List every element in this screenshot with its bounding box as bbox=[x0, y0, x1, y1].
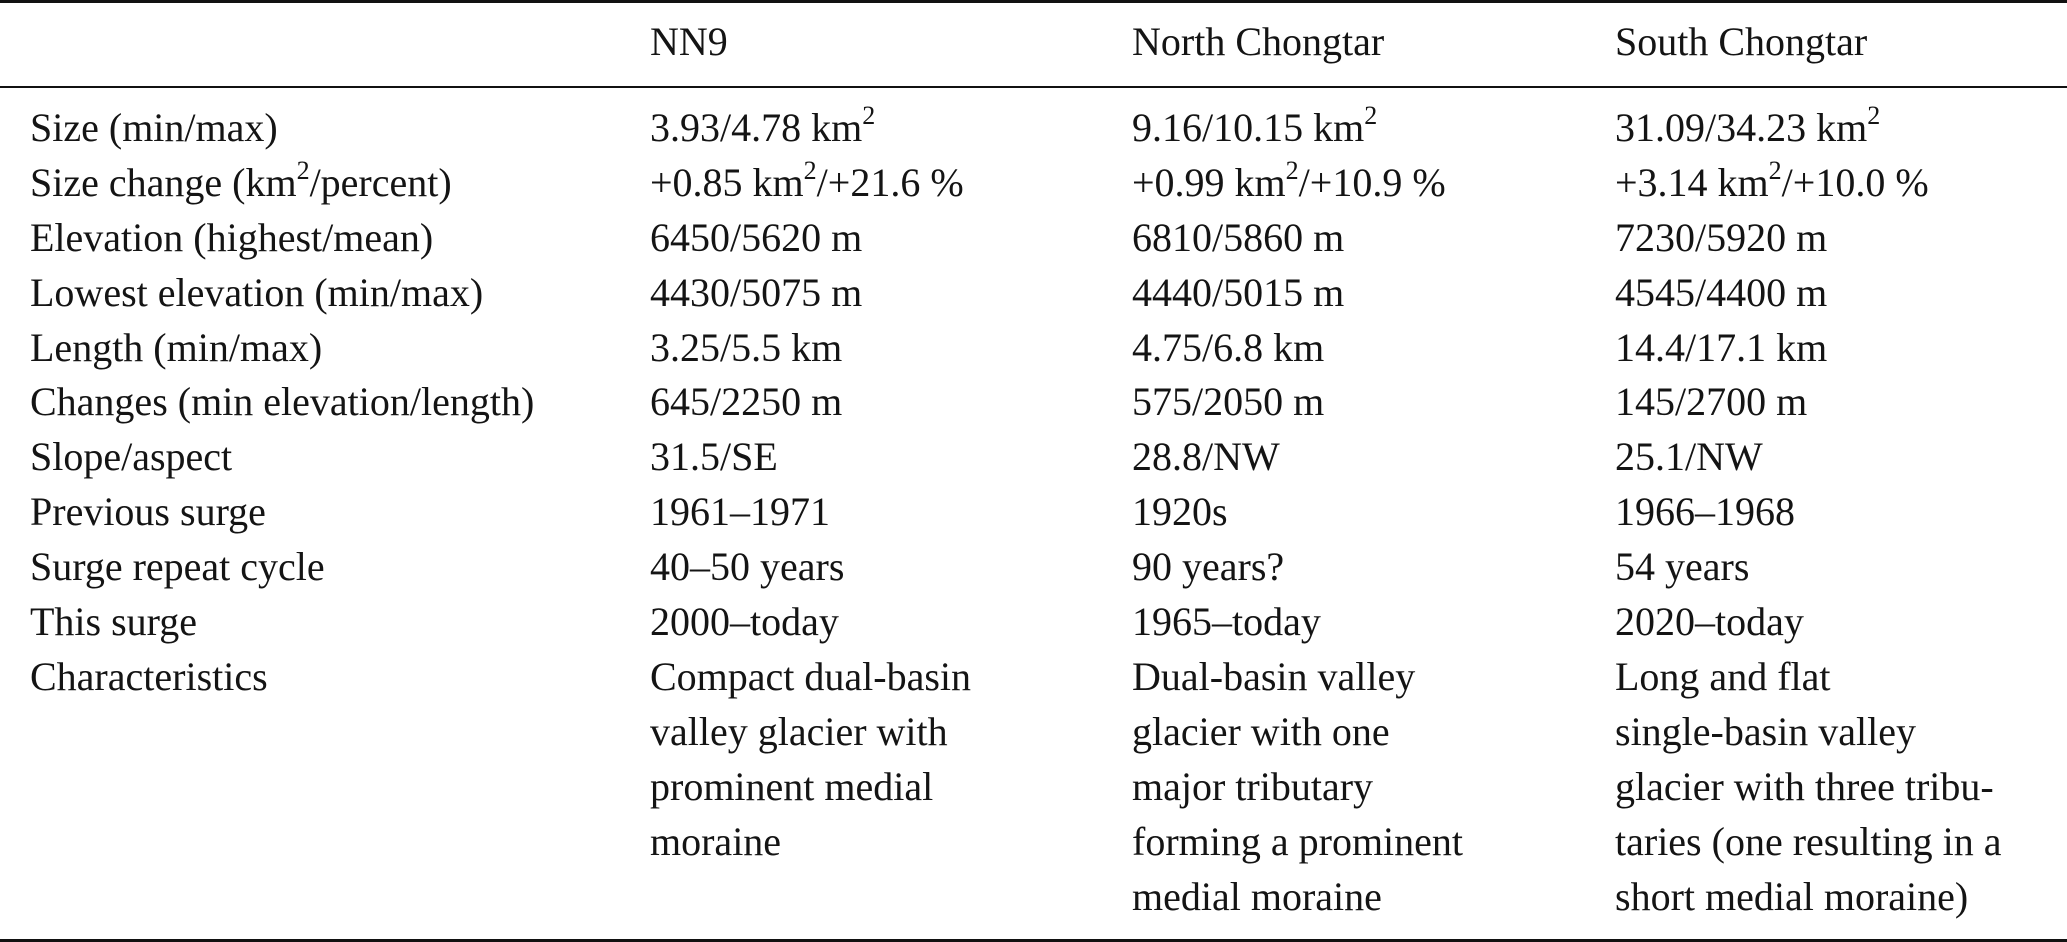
cell-line: medial moraine bbox=[1132, 873, 1382, 919]
row-label: Length (min/max) bbox=[30, 324, 323, 370]
table-cell: 145/2700 m bbox=[1615, 379, 1808, 425]
table-cell: 90 years? bbox=[1132, 544, 1285, 590]
table-cell: 6450/5620 m bbox=[650, 214, 863, 260]
table-cell bbox=[650, 650, 971, 870]
table-row bbox=[0, 156, 2067, 211]
cell-line: forming a prominent bbox=[1132, 818, 1464, 864]
cell-line: prominent medial bbox=[650, 763, 934, 809]
header-rule bbox=[0, 86, 2067, 88]
row-label: Elevation (highest/mean) bbox=[30, 214, 434, 260]
row-label: Previous surge bbox=[30, 489, 266, 535]
row-label: Lowest elevation (min/max) bbox=[30, 269, 484, 315]
table-cell: 2000–today bbox=[650, 599, 839, 645]
table-cell: 575/2050 m bbox=[1132, 379, 1325, 425]
cell-line: glacier with one bbox=[1132, 708, 1390, 754]
table-cell: 4440/5015 m bbox=[1132, 269, 1345, 315]
table-cell: 40–50 years bbox=[650, 544, 845, 590]
table-row bbox=[0, 485, 2067, 540]
top-rule bbox=[0, 0, 2067, 3]
table-cell: 31.09/34.23 $km^2$ bbox=[1615, 100, 1881, 150]
table-cell: 1966–1968 bbox=[1615, 489, 1795, 535]
table-cell: 31.5/SE bbox=[650, 434, 778, 480]
table-body bbox=[0, 101, 2067, 925]
table-cell bbox=[1615, 650, 2002, 925]
cell-line: valley glacier with bbox=[650, 708, 948, 754]
table-row bbox=[0, 211, 2067, 266]
table-cell: 1965–today bbox=[1132, 599, 1321, 645]
table-cell: 4430/5075 m bbox=[650, 269, 863, 315]
table-cell: 9.16/10.15 $km^2$ bbox=[1132, 100, 1378, 150]
cell-line: taries (one resulting in a bbox=[1615, 818, 2002, 864]
table-cell: 4545/4400 m bbox=[1615, 269, 1828, 315]
row-label: This surge bbox=[30, 599, 198, 645]
table-cell: 7230/5920 m bbox=[1615, 214, 1828, 260]
table-row bbox=[0, 595, 2067, 650]
row-label: Size change $(km^2/percent)$ bbox=[30, 155, 452, 205]
table-cell: 1920s bbox=[1132, 489, 1228, 535]
table-cell: 28.8/NW bbox=[1132, 434, 1280, 480]
cell-line: Dual-basin valley bbox=[1132, 653, 1416, 699]
table-row bbox=[0, 321, 2067, 376]
table-cell: 2020–today bbox=[1615, 599, 1804, 645]
table-cell: 25.1/NW bbox=[1615, 434, 1763, 480]
row-label: Characteristics bbox=[30, 653, 268, 699]
table-cell: 3.93/4.78 $km^2$ bbox=[650, 100, 876, 150]
row-label: Surge repeat cycle bbox=[30, 544, 325, 590]
cell-line: Long and flat bbox=[1615, 653, 1831, 699]
cell-line: glacier with three tribu- bbox=[1615, 763, 1994, 809]
table-cell: 14.4/17.1 km bbox=[1615, 324, 1828, 370]
row-label: Slope/aspect bbox=[30, 434, 233, 480]
cell-line: Compact dual-basin bbox=[650, 653, 972, 699]
cell-line: major tributary bbox=[1132, 763, 1374, 809]
table-row bbox=[0, 101, 2067, 156]
cell-line: short medial moraine) bbox=[1615, 873, 1969, 919]
header-cell-north-chongtar: North Chongtar bbox=[1132, 19, 1385, 64]
cell-line: single-basin valley bbox=[1615, 708, 1917, 754]
cell-line: moraine bbox=[650, 818, 782, 864]
header-cell-south-chongtar: South Chongtar bbox=[1615, 19, 1868, 64]
table-cell: 54 years bbox=[1615, 544, 1750, 590]
table-header-row bbox=[0, 14, 2067, 70]
table-cell: +3.14 $km^2/+10.0$ % bbox=[1615, 155, 1929, 205]
table-row bbox=[0, 650, 2067, 925]
table-cell: 4.75/6.8 km bbox=[1132, 324, 1325, 370]
table-cell: +0.85 $km^2/+21.6$ % bbox=[650, 155, 964, 205]
row-label: Changes (min elevation/length) bbox=[30, 379, 535, 425]
table-cell: +0.99 $km^2/+10.9$ % bbox=[1132, 155, 1446, 205]
table-cell: 6810/5860 m bbox=[1132, 214, 1345, 260]
table-cell: 3.25/5.5 km bbox=[650, 324, 843, 370]
table-row bbox=[0, 375, 2067, 430]
table-row bbox=[0, 540, 2067, 595]
table-cell: 1961–1971 bbox=[650, 489, 830, 535]
table-row bbox=[0, 266, 2067, 321]
row-label: Size (min/max) bbox=[30, 105, 278, 150]
table-cell: 645/2250 m bbox=[650, 379, 843, 425]
table-cell bbox=[1132, 650, 1463, 925]
table-row bbox=[0, 430, 2067, 485]
header-cell-nn9: NN9 bbox=[650, 19, 728, 64]
